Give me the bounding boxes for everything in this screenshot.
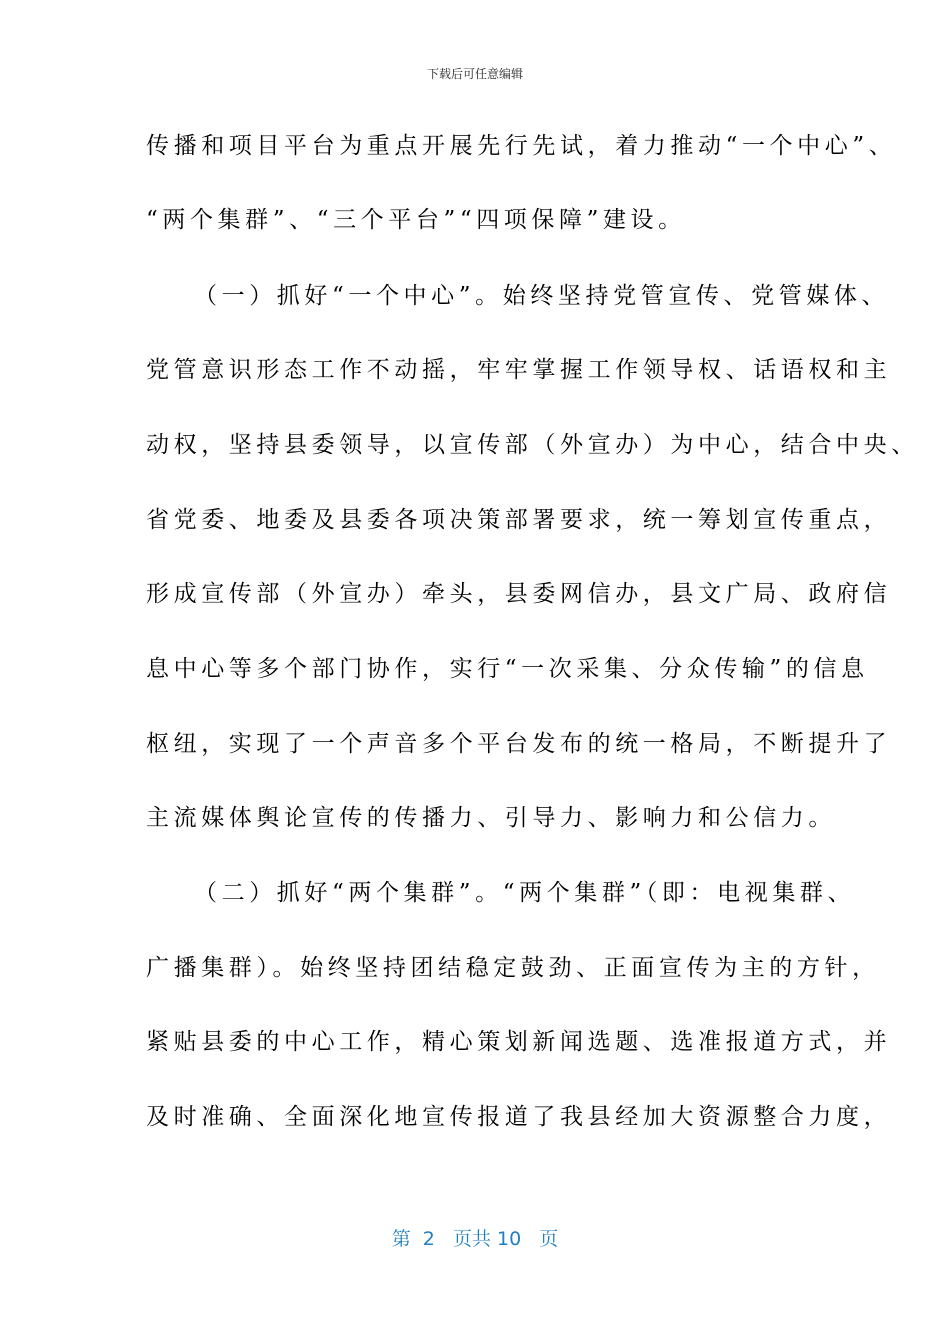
body-line: 及时准确、全面深化地宣传报道了我县经加大资源整合力度， <box>146 1104 892 1130</box>
body-line: 息中心等多个部门协作，实行“一次采集、分众传输”的信息 <box>146 656 869 682</box>
body-line: “两个集群”、“三个平台”“四项保障”建设。 <box>146 207 686 233</box>
body-line: 传播和项目平台为重点开展先行先试，着力推动“一个中心”、 <box>146 133 897 159</box>
body-line: 省党委、地委及县委各项决策部署要求，统一筹划宣传重点， <box>146 507 892 533</box>
page-header-note: 下载后可任意编辑 <box>426 67 523 81</box>
body-line: 主流媒体舆论宣传的传播力、引导力、影响力和公信力。 <box>146 805 836 831</box>
body-line: 党管意识形态工作不动摇，牢牢掌握工作领导权、话语权和主 <box>146 357 892 383</box>
paragraph-heading-line: （一）抓好“一个中心”。始终坚持党管宣传、党管媒体、 <box>194 283 890 309</box>
body-line: 广播集群）。始终坚持团结稳定鼓劲、正面宣传为主的方针， <box>146 955 880 981</box>
page-number-footer: 第 2 页共 10 页 <box>391 1228 559 1250</box>
body-line: 形成宣传部（外宣办）牵头，县委网信办，县文广局、政府信 <box>146 581 892 607</box>
body-line: 紧贴县委的中心工作，精心策划新闻选题、选准报道方式，并 <box>146 1029 892 1055</box>
body-line: 枢纽，实现了一个声音多个平台发布的统一格局，不断提升了 <box>146 731 892 757</box>
body-line: 动权，坚持县委领导，以宣传部（外宣办）为中心，结合中央、 <box>146 432 919 458</box>
paragraph-heading-line: （二）抓好“两个集群”。“两个集群”（即：电视集群、 <box>194 880 856 906</box>
